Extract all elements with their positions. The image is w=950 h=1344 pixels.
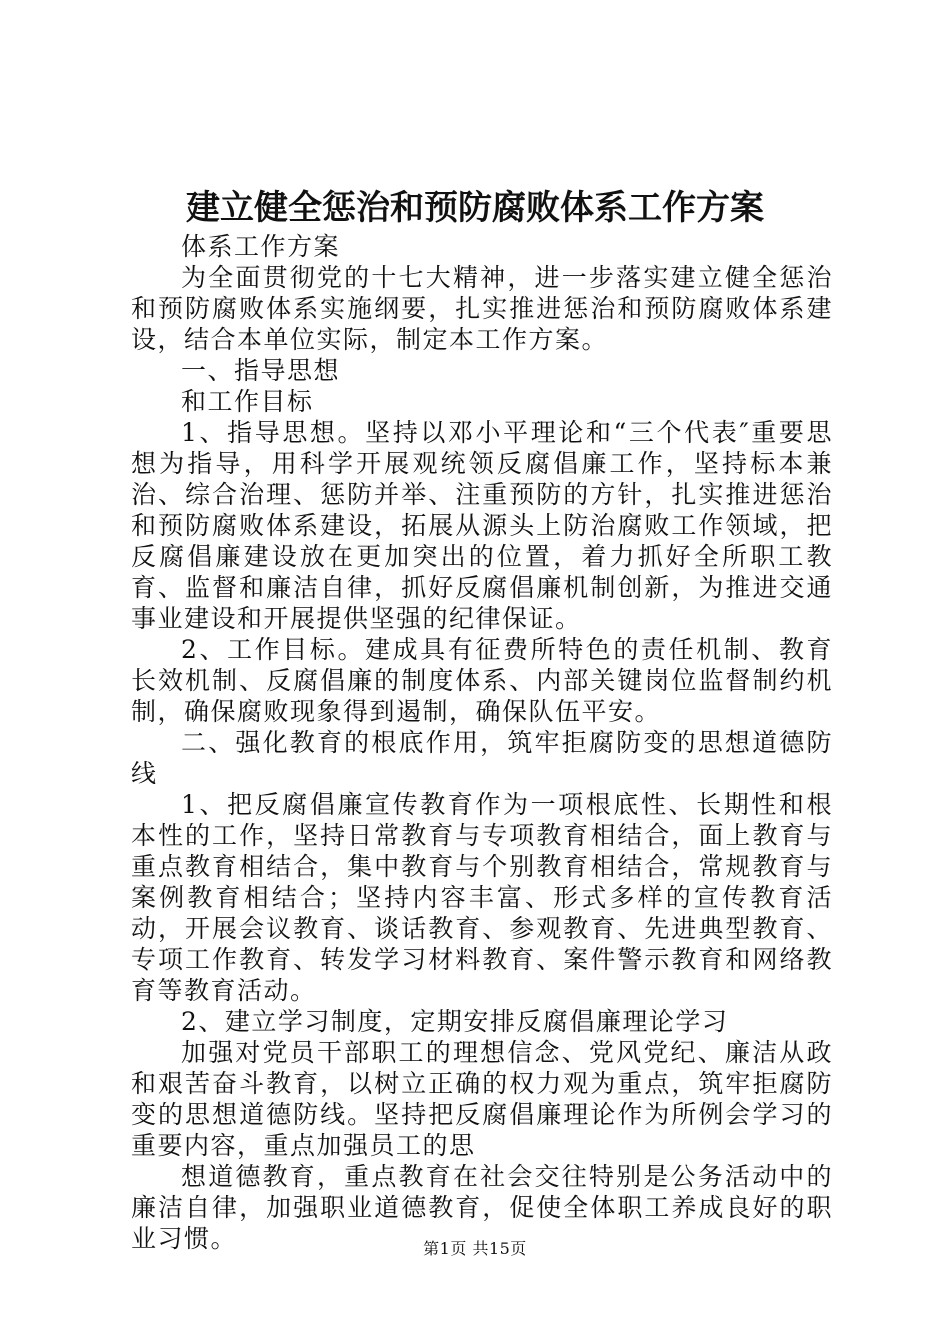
paragraph: 想道德教育，重点教育在社会交往特别是公务活动中的廉洁自律，加强职业道德教育，促使全体职工养成良好的职业习惯。: [131, 1162, 833, 1253]
document-title: 建立健全惩治和预防腐败体系工作方案: [186, 188, 764, 228]
page-number-footer: 第1页 共15页: [423, 1239, 527, 1258]
paragraph: 2、工作目标。建成具有征费所特色的责任机制、教育长效机制、反腐倡廉的制度体系、内部关键岗位监督制约机制，确保腐败现象得到遏制，确保队伍平安。: [131, 635, 833, 726]
paragraph: 体系工作方案: [181, 232, 341, 261]
section-heading: 二、强化教育的根底作用，筑牢拒腐防变的思想道德防线: [131, 728, 833, 788]
paragraph: 1、把反腐倡廉宣传教育作为一项根底性、长期性和根本性的工作，坚持日常教育与专项教育相结合，面上教育与重点教育相结合，集中教育与个别教育相结合，常规教育与案例教育相结合；坚持内容丰富、形式多样的宣传教育活动，开展会议教育、谈话教育、参观教育、先进典型教育、专项工作教育、转发学习材料教育、案件警示教育和网络教育等教育活动。: [131, 790, 833, 1005]
paragraph: 1、指导思想。坚持以邓小平理论和“三个代表″重要思想为指导，用科学开展观统领反腐倡廉工作，坚持标本兼治、综合治理、惩防并举、注重预防的方针，扎实推进惩治和预防腐败体系建设，拓展从源头上防治腐败工作领域，把反腐倡廉建设放在更加突出的位置，着力抓好全所职工教育、监督和廉洁自律，抓好反腐倡廉机制创新，为推进交通事业建设和开展提供坚强的纪律保证。: [131, 418, 833, 633]
section-heading: 一、指导思想: [181, 356, 341, 385]
document-body: [131, 231, 833, 1254]
paragraph: 2、建立学习制度，定期安排反腐倡廉理论学习: [181, 1007, 729, 1036]
section-heading-continued: 和工作目标: [181, 387, 314, 416]
paragraph: 加强对党员干部职工的理想信念、党风党纪、廉洁从政和艰苦奋斗教育，以树立正确的权力观为重点，筑牢拒腐防变的思想道德防线。坚持把反腐倡廉理论作为所例会学习的重要内容，重点加强员工的思: [131, 1038, 833, 1160]
paragraph: 为全面贯彻党的十七大精神，进一步落实建立健全惩治和预防腐败体系实施纲要，扎实推进惩治和预防腐败体系建设，结合本单位实际，制定本工作方案。: [131, 263, 833, 354]
